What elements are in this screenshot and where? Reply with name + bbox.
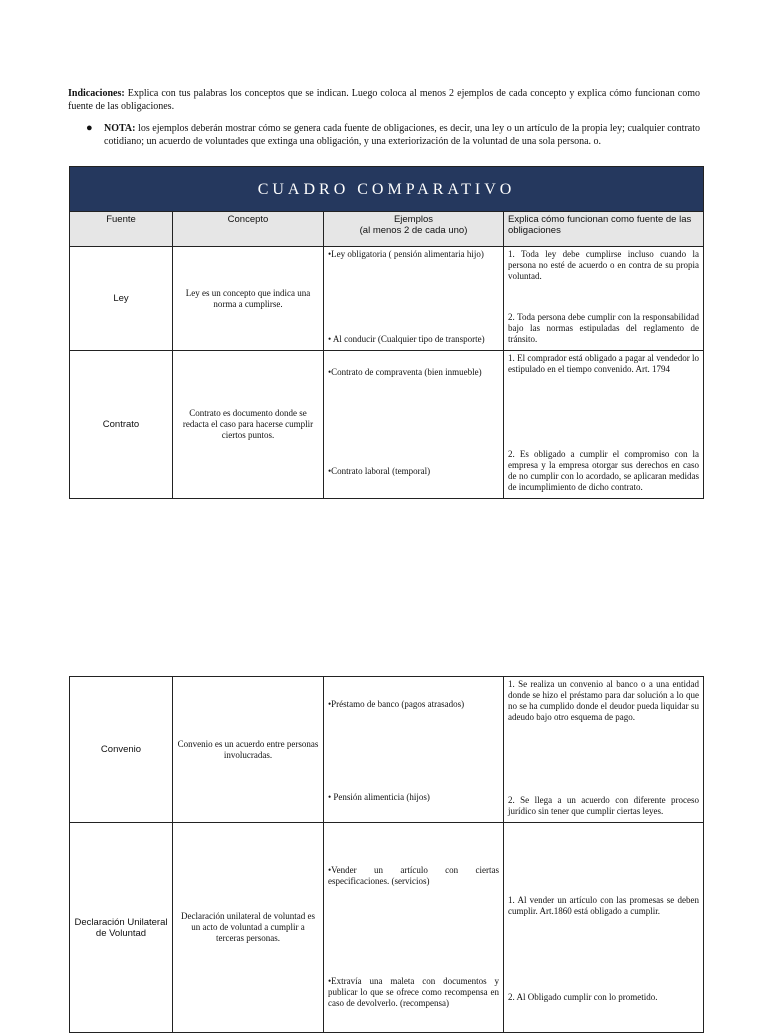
row-explica <box>504 823 704 1033</box>
table-row <box>70 823 704 1033</box>
row-fuente: Contrato <box>70 351 173 499</box>
row-concepto: Declaración unilateral de voluntad es un acto de voluntad a cumplir a terceras personas. <box>173 823 324 1033</box>
row-concepto: Ley es un concepto que indica una norma a cumplirse. <box>173 247 324 351</box>
example-2: •Extravía una maleta con documentos y publicar lo que se ofrece como recompensa en caso de devolverlo. (recompensa) <box>328 976 499 1008</box>
note-label: NOTA: <box>104 123 136 134</box>
row-explica <box>504 677 704 823</box>
explanation-1: 1. Toda ley debe cumplirse incluso cuando la persona no esté de acuerdo o en contra de su propia voluntad. <box>508 249 700 281</box>
row-concepto: Convenio es un acuerdo entre personas involucradas. <box>173 677 324 823</box>
table-row <box>70 677 704 823</box>
example-2: • Pensión alimenticia (hijos) <box>328 792 430 802</box>
explanation-2: 2. Se llega a un acuerdo con diferente proceso jurídico sin tener que cumplir ciertas leyes. <box>508 795 699 816</box>
example-1: •Vender un artículo con ciertas especificaciones. (servicios) <box>328 865 499 886</box>
header-explica: Explica cómo funcionan como fuente de las obligaciones <box>504 212 704 247</box>
row-ejemplos <box>324 247 504 351</box>
explanation-2: 2. Es obligado a cumplir el compromiso con la empresa y la empresa otorgar sus derechos en caso de no cumplir con lo acordado, se aplicaran medidas de incumplimiento de dicho contrato. <box>508 449 700 492</box>
example-1: •Ley obligatoria ( pensión alimentaria hijo) <box>328 249 484 259</box>
row-fuente: Declaración Unilateral de Voluntad <box>70 823 173 1033</box>
table-title: CUADRO COMPARATIVO <box>70 167 704 212</box>
instructions-paragraph <box>68 88 700 113</box>
example-2: •Contrato laboral (temporal) <box>328 466 431 476</box>
explanation-1: 1. Se realiza un convenio al banco o a una entidad donde se hizo el préstamo para dar solución a lo que no se ha cumplido donde el deudor pueda liquidar su adeudo bajo otro esquema de pago. <box>508 679 699 722</box>
instructions-label: Indicaciones: <box>68 88 125 99</box>
row-ejemplos <box>324 351 504 499</box>
example-1: •Contrato de compraventa (bien inmueble) <box>328 367 482 377</box>
explanation-2: 2. Toda persona debe cumplir con la responsabilidad bajo las normas estipuladas del reglamento de tránsito. <box>508 312 700 344</box>
header-ejemplos <box>324 212 504 247</box>
instructions-text: Explica con tus palabras los conceptos que se indican. Luego coloca al menos 2 ejemplos de cada concepto y explica cómo funcionan como fuente de las obligaciones. <box>68 88 700 112</box>
header-concepto: Concepto <box>173 212 324 247</box>
row-ejemplos <box>324 823 504 1033</box>
note-text: los ejemplos deberán mostrar cómo se genera cada fuente de obligaciones, es decir, una ley o un artículo de la propia ley; cualquier contrato cotidiano; un acuerdo de voluntades que extinga una obligación, y una exteriorización de la voluntad de una sola persona. o. <box>104 123 700 147</box>
comparative-table <box>69 166 704 499</box>
row-explica <box>504 351 704 499</box>
table-row <box>70 351 704 499</box>
header-ejemplos-label: Ejemplos <box>393 214 434 225</box>
row-ejemplos <box>324 677 504 823</box>
explanation-1: 1. El comprador está obligado a pagar al vendedor lo estipulado en el tiempo convenido. Art. 1794 <box>508 353 700 374</box>
comparative-table-continued <box>69 676 704 1033</box>
note-paragraph <box>104 123 700 148</box>
explanation-1: 1. Al vender un artículo con las promesas se deben cumplir. Art.1860 está obligado a cumplir. <box>508 895 699 916</box>
row-fuente: Convenio <box>70 677 173 823</box>
example-1: •Préstamo de banco (pagos atrasados) <box>328 699 465 709</box>
row-explica <box>504 247 704 351</box>
header-ejemplos-sub: (al menos 2 de cada uno) <box>359 225 468 236</box>
row-concepto: Contrato es documento donde se redacta el caso para hacerse cumplir ciertos puntos. <box>173 351 324 499</box>
row-fuente: Ley <box>70 247 173 351</box>
header-fuente: Fuente <box>70 212 173 247</box>
example-2: • Al conducir (Cualquier tipo de transporte) <box>328 334 485 344</box>
explanation-2: 2. Al Obligado cumplir con lo prometido. <box>508 992 658 1002</box>
note-bullet-icon: ● <box>86 122 93 134</box>
table-row <box>70 247 704 351</box>
table-header-row <box>70 212 704 247</box>
